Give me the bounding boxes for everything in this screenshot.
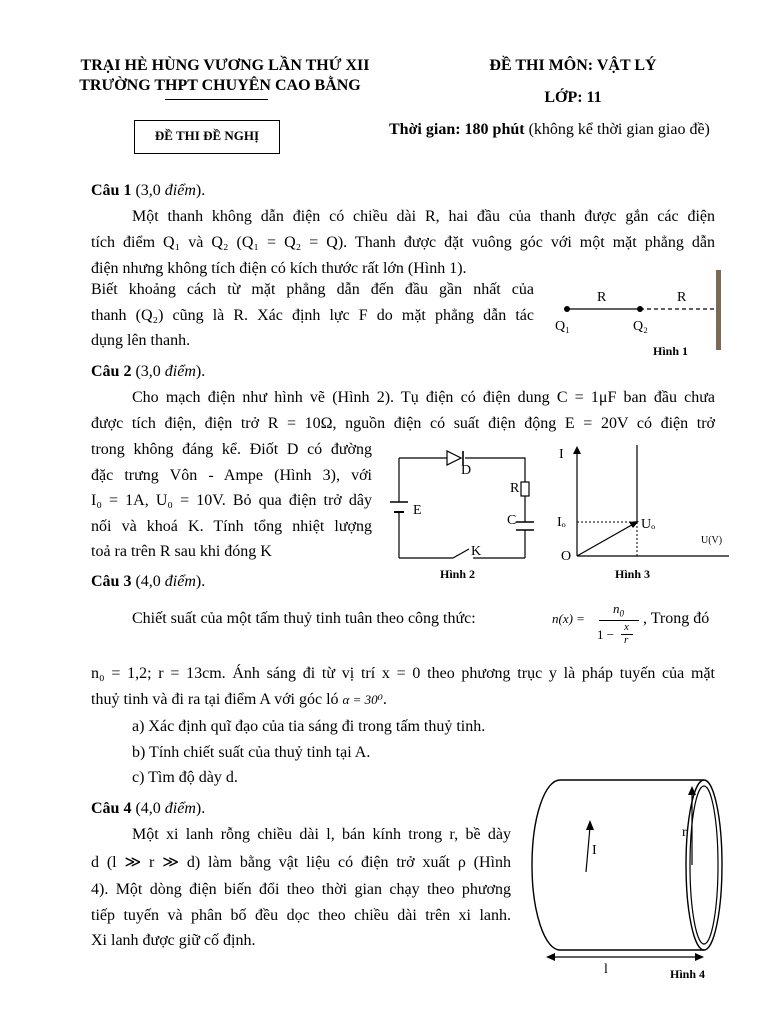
cylinder-body-outline [532,780,704,950]
q1-points-open: (3,0 [135,182,165,199]
formula-den-x: x [624,621,629,633]
figure-3-iv-graph [553,442,733,587]
q1-line: dụng lên thanh. [91,332,191,349]
q3-heading [91,572,205,592]
iv-rising-line [577,522,637,556]
school-event-title: TRẠI HÈ HÙNG VƯƠNG LẦN THỨ XII [80,57,370,74]
exam-time-note: (không kể thời gian giao đề) [528,121,710,138]
q4-line: d (l ≫ r ≫ d) làm bằng vật liệu có điện trở xuất ρ (Hình [91,854,511,871]
q1-heading [91,181,205,201]
length-arrow-right-head [695,953,704,961]
charge-q1-dot [564,306,570,312]
fig3-label-o: O [561,549,572,564]
fig2-label-e: E [413,503,422,518]
charge-q2-dot [637,306,643,312]
q4-line: tiếp tuyến và phân bố đều dọc theo chiều dài trên xi lanh. [91,907,511,924]
fig4-label-i: I [592,843,597,858]
y-axis-arrow [573,446,581,454]
fig1-caption: Hình 1 [653,344,689,358]
fig2-label-d: D [461,463,472,478]
q4-points-open: (4,0 [135,800,165,817]
fig3-label-i: I [559,447,564,462]
q2-heading [91,362,205,382]
q1-line: Một thanh không dẫn điện có chiều dài R, hai đầu của thanh được gắn các điện [132,208,715,225]
q2-line: toả ra trên R sau khi đóng K [91,543,272,560]
q3-line3-formula: α = 30⁰ [342,692,383,707]
fig1-label-q1: Q₁ [555,319,570,334]
formula-num-sub: 0 [619,608,624,619]
q4-title: Câu 4 [91,800,132,817]
q2-line: được tích điện, điện trở R = 10Ω, nguồn điện có suất điện động E = 20V có điện trở [91,415,715,432]
q1-line: tích điểm Q₁ và Q₂ (Q₁ = Q₂ = Q). Thanh được đặt vuông góc với một mặt phẳng dẫn [91,234,715,251]
fig1-label-r1: R [597,290,607,305]
formula-den-pre: 1 − [597,627,615,642]
fig2-label-k: K [471,544,482,559]
resistor-symbol [521,482,529,496]
formula-numerator [613,601,624,619]
q2-points-open: (3,0 [135,363,165,380]
current-arrow-head [586,820,594,830]
q3-item-c: c) Tìm độ dày d. [132,769,238,786]
fig1-label-r2: R [677,290,687,305]
formula-den-r: r [624,634,629,646]
school-name: TRƯỜNG THPT CHUYÊN CAO BẰNG [79,77,361,94]
refractive-index-formula [552,601,642,649]
exam-grade: LỚP: 11 [544,89,602,106]
fig4-label-r: r [682,825,687,840]
q3-line3 [91,690,387,710]
fig2-label-r: R [510,481,520,496]
q3-points-open: (4,0 [135,573,165,590]
length-arrow-left-head [546,953,555,961]
q3-item-a: a) Xác định quĩ đạo của tia sáng đi trong tấm thuỷ tinh. [132,718,486,735]
fig4-caption: Hình 4 [670,967,706,981]
fig3-caption: Hình 3 [615,567,651,581]
fig3-label-uo: Uₒ [641,517,656,532]
exam-subject: ĐỀ THI MÔN: VẬT LÝ [489,57,657,74]
q4-line: Một xi lanh rỗng chiều dài l, bán kính trong r, bề dày [132,826,511,843]
q1-line: điện nhưng không tích điện có kích thước rất lớn (Hình 1). [91,260,467,277]
q1-line: thanh (Q₂) cũng là R. Xác định lực F do mặt phẳng dẫn tác [91,307,534,324]
q2-line: I₀ = 1A, U₀ = 10V. Bỏ qua điện trở dây [91,492,372,509]
fig2-label-c: C [507,513,517,528]
figure-4-cylinder [520,772,726,984]
q2-line: Cho mạch điện như hình vẽ (Hình 2). Tụ điện có điện dung C = 1μF ban đầu chưa [132,389,715,406]
fig4-label-l: l [604,962,608,977]
fig1-label-q2: Q₂ [633,319,648,334]
q4-points-close: ). [195,800,206,817]
exam-time-label: Thời gian: 180 phút [389,121,525,138]
formula-lhs: n(x) = [552,611,585,626]
switch-k-blade [453,549,469,558]
conducting-plane [716,270,721,350]
q1-title: Câu 1 [91,182,132,199]
q1-points-word: điểm [164,182,196,199]
q4-line: 4). Một dòng điện biến đổi theo thời gian chạy theo phương [91,881,511,898]
q2-points-word: điểm [164,363,196,380]
q2-line: đặc trưng Vôn - Ampe (Hình 3), với [91,467,372,484]
formula-fraction-bar [599,620,639,621]
q2-line: trong không đáng kể. Điốt D có đường [91,441,372,458]
q3-item-b: b) Tính chiết suất của thuỷ tinh tại A. [132,744,371,761]
q3-line3-post: . [382,691,387,708]
q3-line1-pre: Chiết suất của một tấm thuỷ tinh tuân theo công thức: [132,610,476,627]
q3-line1-post: , Trong đó [643,610,710,627]
exam-time [389,121,710,139]
q2-line: nối và khoá K. Tính tổng nhiệt lượng [91,518,372,535]
formula-num-n: n [613,601,620,616]
q2-points-close: ). [195,363,206,380]
fig2-caption: Hình 2 [440,567,476,581]
fig3-label-io: Iₒ [557,515,566,530]
q3-title: Câu 3 [91,573,132,590]
proposed-exam-label: ĐỀ THI ĐỀ NGHỊ [154,128,260,143]
q4-points-word: điểm [164,800,196,817]
q4-line: Xi lanh được giữ cố định. [91,932,256,949]
q3-line2: n₀ = 1,2; r = 13cm. Ánh sáng đi từ vị trí x = 0 theo phương trục y là pháp tuyến của mặt [91,665,715,682]
q1-line: Biết khoảng cách từ mặt phẳng dẫn đến đầu gần nhất của [91,281,534,298]
figure-1 [545,264,735,364]
q3-points-word: điểm [164,573,196,590]
q3-points-close: ). [195,573,206,590]
figure-2-circuit [385,446,545,586]
school-underline [165,99,268,100]
fig3-label-uv: U(V) [701,535,723,546]
q3-line3-pre: thuỷ tinh và đi ra tại điểm A với góc ló [91,691,339,708]
q2-title: Câu 2 [91,363,132,380]
q1-points-close: ). [195,182,206,199]
cylinder-inner-rim [690,786,718,944]
diode-symbol [447,451,461,465]
current-arrow-line [586,827,590,872]
q4-heading [91,799,205,819]
